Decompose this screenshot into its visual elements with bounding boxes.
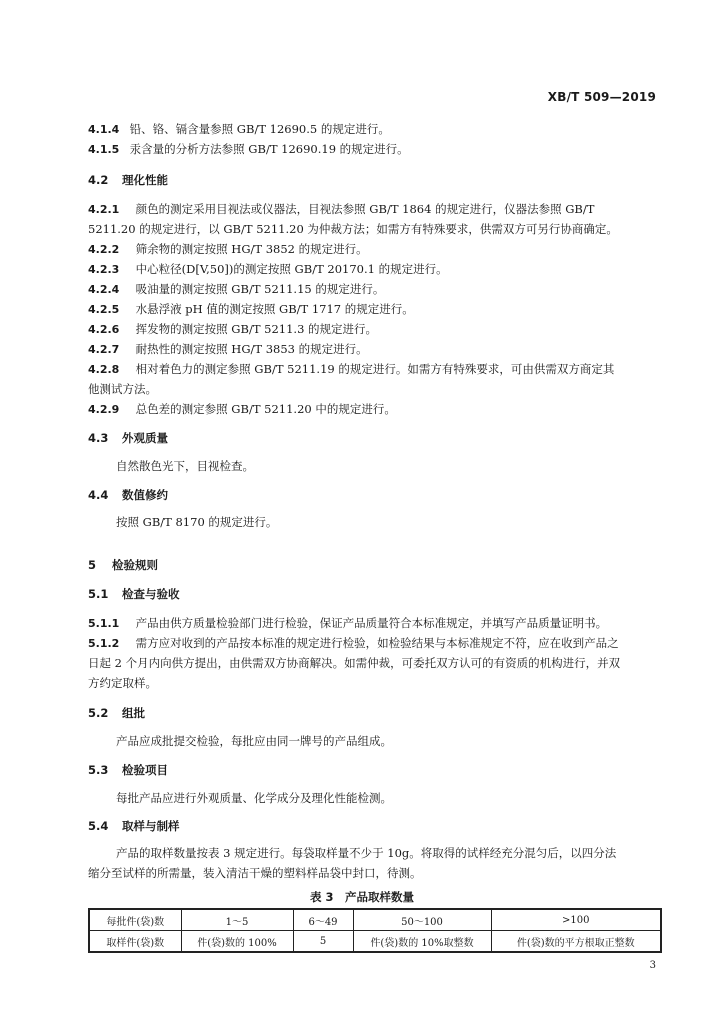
clause-number: 4.2.6	[88, 323, 120, 336]
clause-4-2-1	[88, 199, 660, 220]
section-number: 5.4	[88, 819, 109, 833]
clause-number: 4.1.4	[88, 123, 120, 136]
section-heading-5-1	[88, 584, 660, 604]
chapter-heading-5	[88, 555, 660, 575]
section-body-5-2: 产品应成批提交检验，每批应由同一牌号的产品组成。	[116, 734, 392, 748]
clause-4-2-5	[88, 299, 660, 320]
clause-number: 4.2.7	[88, 343, 120, 356]
clause-number: 4.2.3	[88, 263, 120, 276]
clause-text: 中心粒径(D[V,50])的测定按照 GB/T 20170.1 的规定进行。	[135, 262, 448, 276]
clause-number: 4.2.4	[88, 283, 120, 296]
table-cell: 1～5	[181, 909, 293, 931]
clause-text-line2: 日起 2 个月内向供方提出，由供需双方协商解决。如需仲裁，可委托双方认可的有资质的机构进行，并双	[88, 656, 621, 670]
table-cell: 取样件(袋)数	[89, 931, 181, 953]
section-title: 检查与验收	[122, 587, 180, 601]
section-heading-4-2	[88, 170, 660, 190]
chapter-number: 5	[88, 558, 97, 572]
clause-5-1-2	[88, 633, 660, 654]
table-row	[89, 931, 661, 953]
section-heading-4-3	[88, 428, 660, 448]
clause-number: 5.1.1	[88, 617, 120, 630]
section-number: 4.2	[88, 173, 109, 187]
section-title: 数值修约	[122, 488, 169, 502]
section-number: 4.3	[88, 431, 109, 445]
section-heading-5-4	[88, 816, 660, 836]
clause-number: 4.2.8	[88, 363, 120, 376]
section-number: 5.2	[88, 706, 109, 720]
clause-4-2-9	[88, 399, 660, 420]
section-title: 取样与制样	[122, 819, 180, 833]
clause-text: 铅、铬、镉含量参照 GB/T 12690.5 的规定进行。	[129, 122, 390, 136]
section-number: 4.4	[88, 488, 109, 502]
clause-text-line1: 相对着色力的测定参照 GB/T 5211.19 的规定进行。如需方有特殊要求，可由供需双方商定其	[135, 362, 615, 376]
clause-5-1-2-cont2	[88, 673, 660, 693]
clause-4-2-4	[88, 279, 660, 300]
clause-4-2-8	[88, 359, 660, 380]
section-title: 理化性能	[122, 173, 169, 187]
clause-number: 4.1.5	[88, 143, 120, 156]
standard-code: XB/T 509—2019	[547, 90, 656, 104]
table-3-title: 表 3 产品取样数量	[309, 890, 414, 904]
section-body-5-4: 产品的取样数量按表 3 规定进行。每袋取样量不少于 10g。将取得的试样经充分混匀后，以四分法	[116, 846, 617, 860]
clause-text-line3: 方约定取样。	[88, 676, 157, 690]
clause-text: 挥发物的测定按照 GB/T 5211.3 的规定进行。	[135, 322, 378, 336]
section-title: 外观质量	[122, 431, 169, 445]
section-body-5-3: 每批产品应进行外观质量、化学成分及理化性能检测。	[116, 791, 392, 805]
clause-4-2-2	[88, 239, 660, 260]
table-cell: 件(袋)数的平方根取正整数	[491, 931, 661, 953]
clause-text: 总色差的测定参照 GB/T 5211.20 中的规定进行。	[135, 402, 396, 416]
clause-4-2-1-cont	[88, 219, 660, 239]
table-cell: 每批件(袋)数	[89, 909, 181, 931]
section-body-5-4-cont: 缩分至试样的所需量，装入清洁干燥的塑料样品袋中封口，待测。	[88, 866, 422, 880]
sampling-table	[88, 908, 662, 953]
table-cell: 5	[293, 931, 353, 953]
section-body-4-4: 按照 GB/T 8170 的规定进行。	[116, 515, 278, 529]
table-row	[89, 909, 661, 931]
clause-4-2-7	[88, 339, 660, 360]
clause-text: 筛余物的测定按照 HG/T 3852 的规定进行。	[135, 242, 368, 256]
clause-4-1-5	[88, 139, 660, 160]
clause-4-2-8-cont	[88, 379, 660, 399]
clause-text: 汞含量的分析方法参照 GB/T 12690.19 的规定进行。	[129, 142, 409, 156]
clause-text-line2: 他测试方法。	[88, 382, 157, 396]
table-cell: 件(袋)数的 10%取整数	[353, 931, 491, 953]
chapter-title: 检验规则	[112, 558, 159, 572]
clause-text: 水悬浮液 pH 值的测定按照 GB/T 1717 的规定进行。	[135, 302, 414, 316]
clause-4-2-6	[88, 319, 660, 340]
clause-number: 5.1.2	[88, 637, 120, 650]
clause-text: 耐热性的测定按照 HG/T 3853 的规定进行。	[135, 342, 368, 356]
table-cell: 件(袋)数的 100%	[181, 931, 293, 953]
clause-text: 产品由供方质量检验部门进行检验，保证产品质量符合本标准规定，并填写产品质量证明书。	[135, 616, 608, 630]
clause-number: 4.2.2	[88, 243, 120, 256]
table-cell: 50～100	[353, 909, 491, 931]
table-cell: >100	[491, 909, 661, 931]
clause-5-1-1	[88, 613, 660, 634]
clause-text-line1: 需方应对收到的产品按本标准的规定进行检验，如检验结果与本标准规定不符，应在收到产品之	[135, 636, 619, 650]
section-number: 5.3	[88, 763, 109, 777]
section-title: 检验项目	[122, 763, 169, 777]
section-heading-5-3	[88, 760, 660, 780]
page-number: 3	[649, 960, 656, 971]
clause-4-1-4	[88, 119, 660, 140]
section-body-4-3: 自然散色光下，目视检查。	[116, 459, 254, 473]
clause-number: 4.2.1	[88, 203, 120, 216]
clause-number: 4.2.9	[88, 403, 120, 416]
clause-4-2-3	[88, 259, 660, 280]
section-heading-5-2	[88, 703, 660, 723]
table-cell: 6～49	[293, 909, 353, 931]
section-heading-4-4	[88, 485, 660, 505]
section-title: 组批	[122, 706, 146, 720]
clause-text: 吸油量的测定按照 GB/T 5211.15 的规定进行。	[135, 282, 385, 296]
clause-text-line2: 5211.20 的规定进行，以 GB/T 5211.20 为仲裁方法；如需方有特殊要求，供需双方可另行协商确定。	[88, 222, 618, 236]
clause-text-line1: 颜色的测定采用目视法或仪器法，目视法参照 GB/T 1864 的规定进行，仪器法参照 GB/T	[135, 202, 595, 216]
clause-number: 4.2.5	[88, 303, 120, 316]
section-number: 5.1	[88, 587, 109, 601]
clause-5-1-2-cont	[88, 653, 660, 673]
